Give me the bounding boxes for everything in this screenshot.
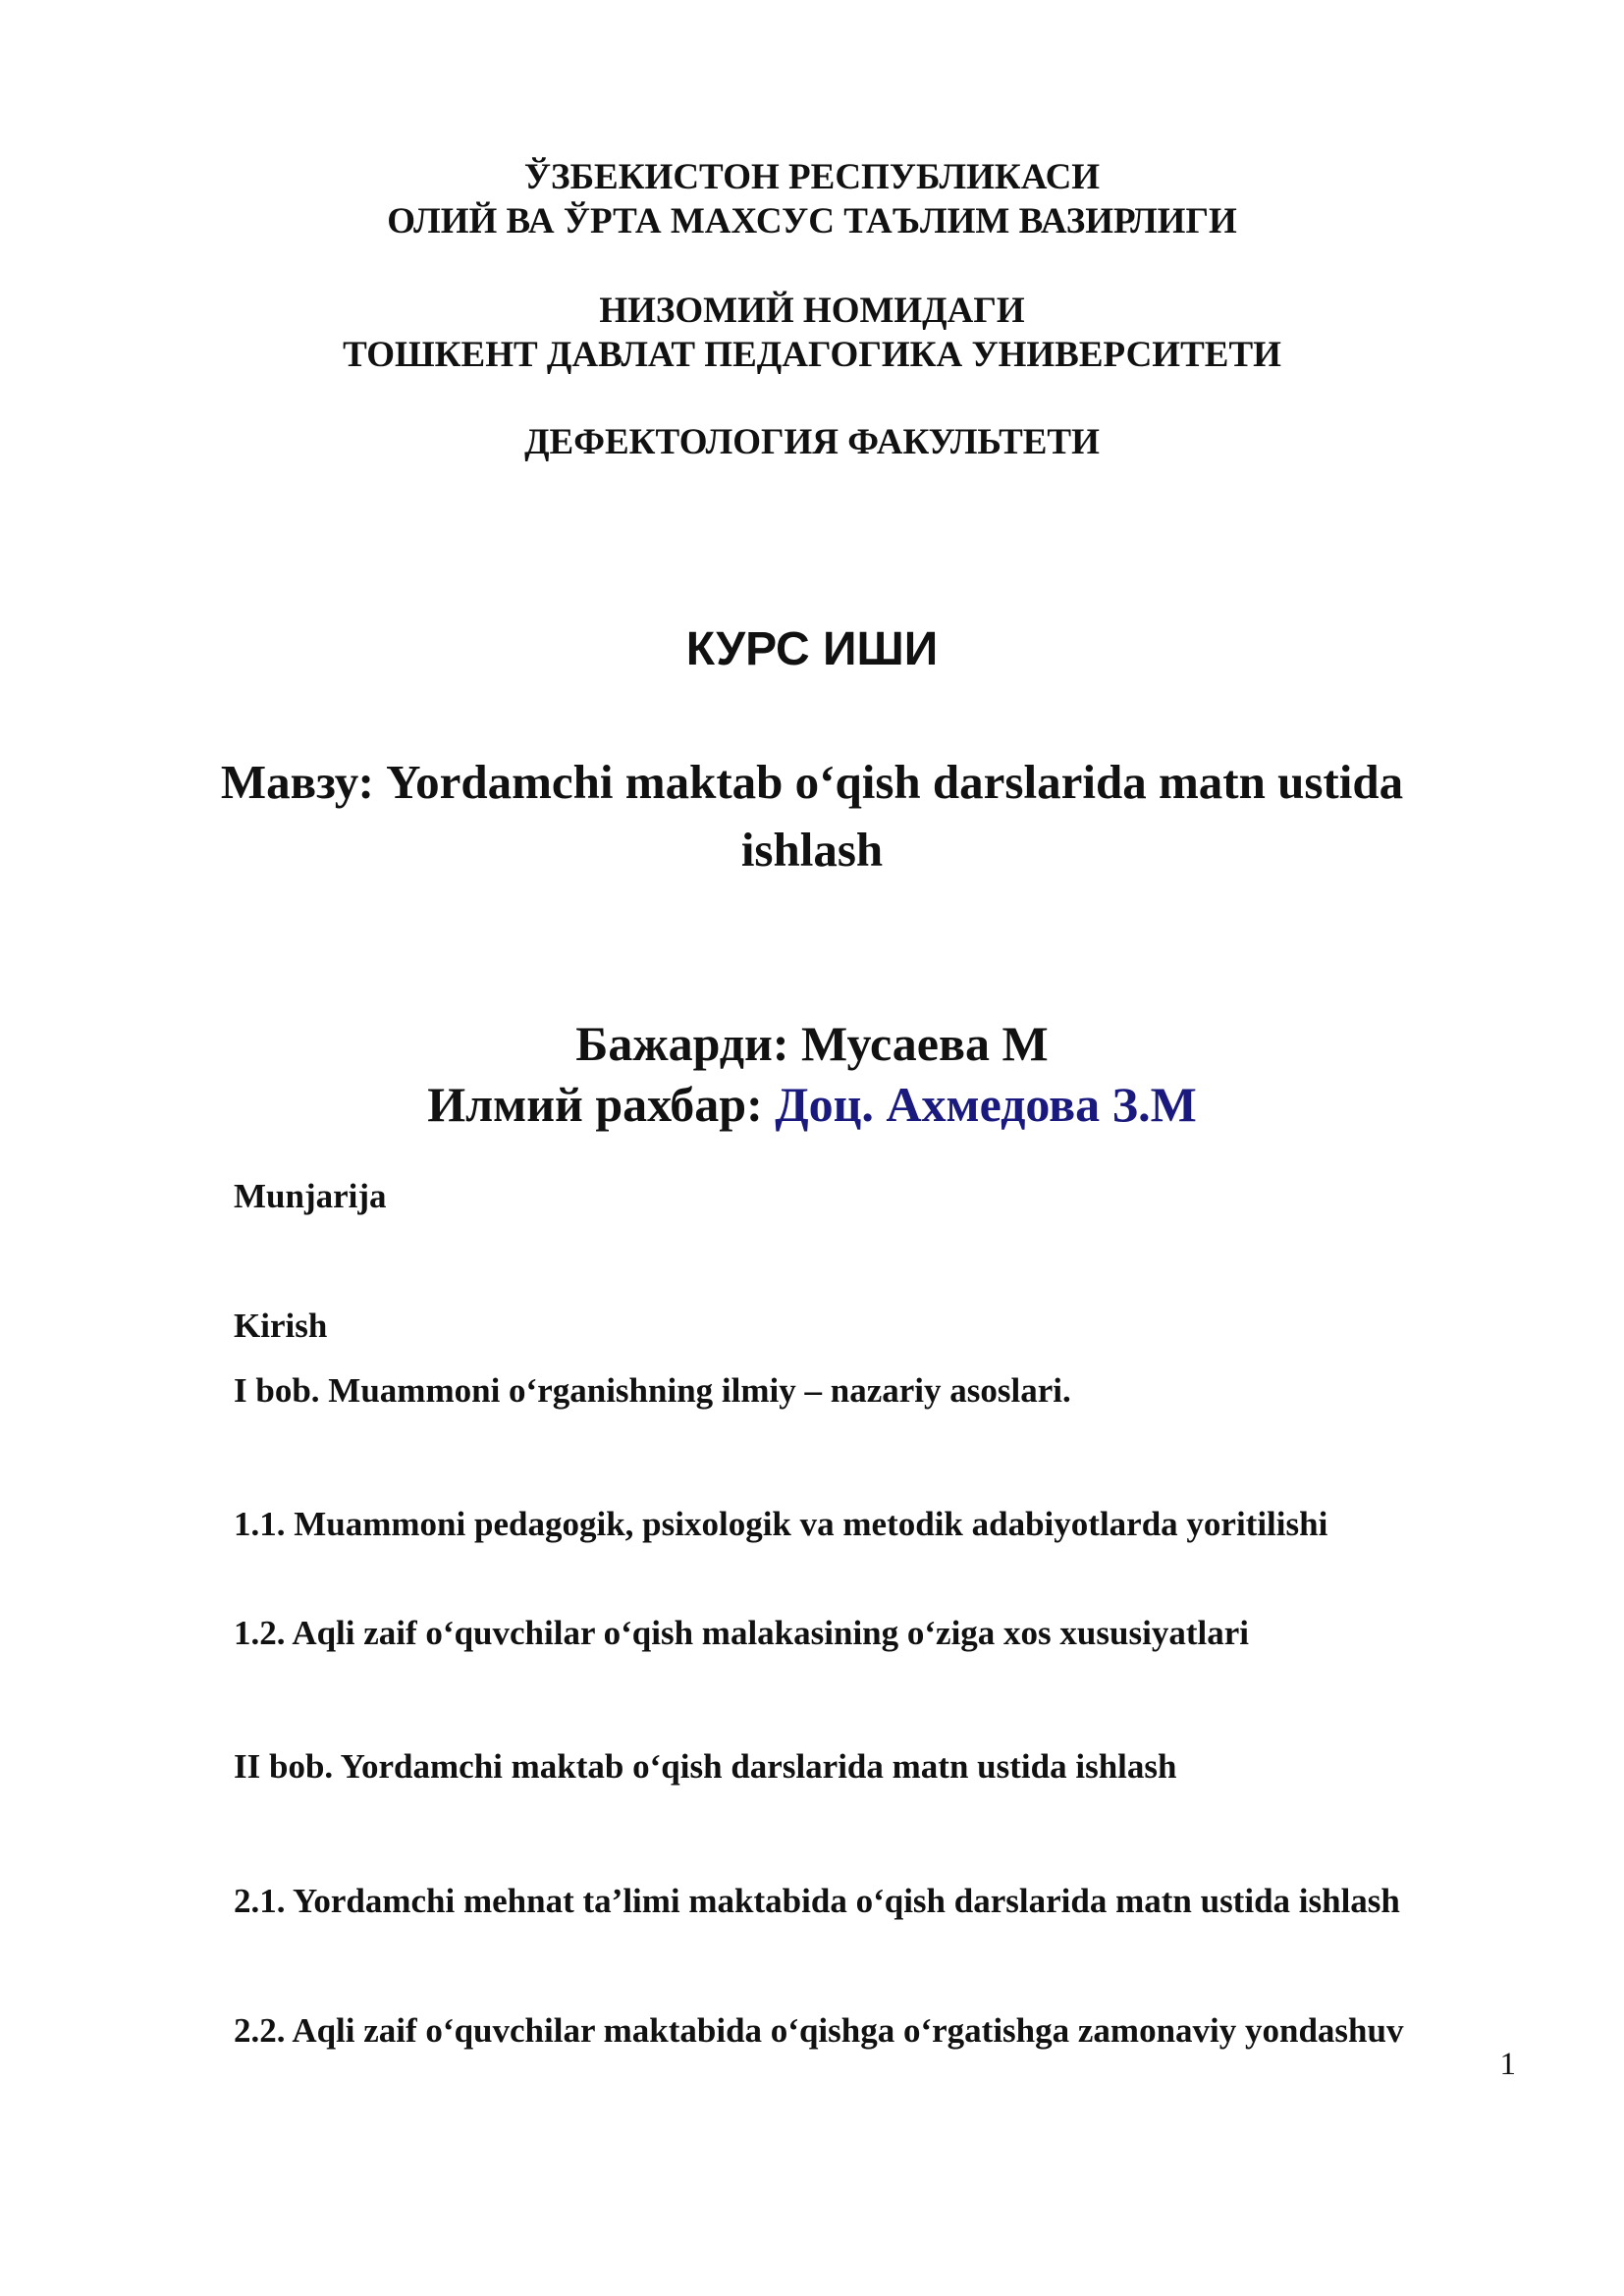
toc-section-2-2: 2.2. Aqli zaif o‘quvchilar maktabida o‘qishga o‘rgatishga zamonaviy yondashuv: [234, 2011, 1404, 2050]
header-line-ministry: ОЛИЙ ВА ЎРТА МАХСУС ТАЪЛИМ ВАЗИРЛИГИ: [387, 201, 1237, 241]
toc-chapter-2: II bob. Yordamchi maktab o‘qish darslarida matn ustida ishlash: [234, 1747, 1177, 1786]
topic-title: [0, 748, 1624, 883]
toc-intro: Kirish: [234, 1307, 328, 1345]
course-title: КУРС ИШИ: [685, 623, 939, 675]
toc-section-1-1: 1.1. Muammoni pedagogik, psixologik va metodik adabiyotlarda yoritilishi: [234, 1505, 1328, 1543]
ministry-header: [0, 155, 1624, 243]
supervisor-label: Илмий рахбар:: [427, 1077, 776, 1132]
author-block: [0, 1013, 1624, 1135]
done-by: Бажарди: Мусаева М: [575, 1016, 1049, 1071]
university-header: [0, 289, 1624, 377]
supervisor-line: [0, 1074, 1624, 1135]
toc-section-2-1: 2.1. Yordamchi mehnat ta’limi maktabida o‘qish darslarida matn ustida ishlash: [234, 1882, 1400, 1920]
topic-line-2: ishlash: [740, 823, 884, 877]
header-line-named: НИЗОМИЙ НОМИДАГИ: [599, 291, 1025, 331]
page-number: 1: [1499, 2047, 1516, 2082]
header-line-university: ТОШКЕНТ ДАВЛАТ ПЕДАГОГИКА УНИВЕРСИТЕТИ: [343, 335, 1281, 375]
supervisor-name: Доц. Ахмедова З.М: [775, 1077, 1197, 1132]
header-line-republic: ЎЗБЕКИСТОН РЕСПУБЛИКАСИ: [523, 157, 1101, 197]
toc-section-1-2: 1.2. Aqli zaif o‘quvchilar o‘qish malakasining o‘ziga xos xususiyatlari: [234, 1614, 1249, 1652]
toc-heading: Munjarija: [234, 1177, 387, 1215]
faculty-header: ДЕФЕКТОЛОГИЯ ФАКУЛЬТЕТИ: [524, 422, 1100, 462]
topic-line-1: Мавзу: Yordamchi maktab o‘qish darslarida matn ustida: [220, 755, 1404, 809]
toc-chapter-1: I bob. Muammoni o‘rganishning ilmiy – nazariy asoslari.: [234, 1371, 1071, 1410]
